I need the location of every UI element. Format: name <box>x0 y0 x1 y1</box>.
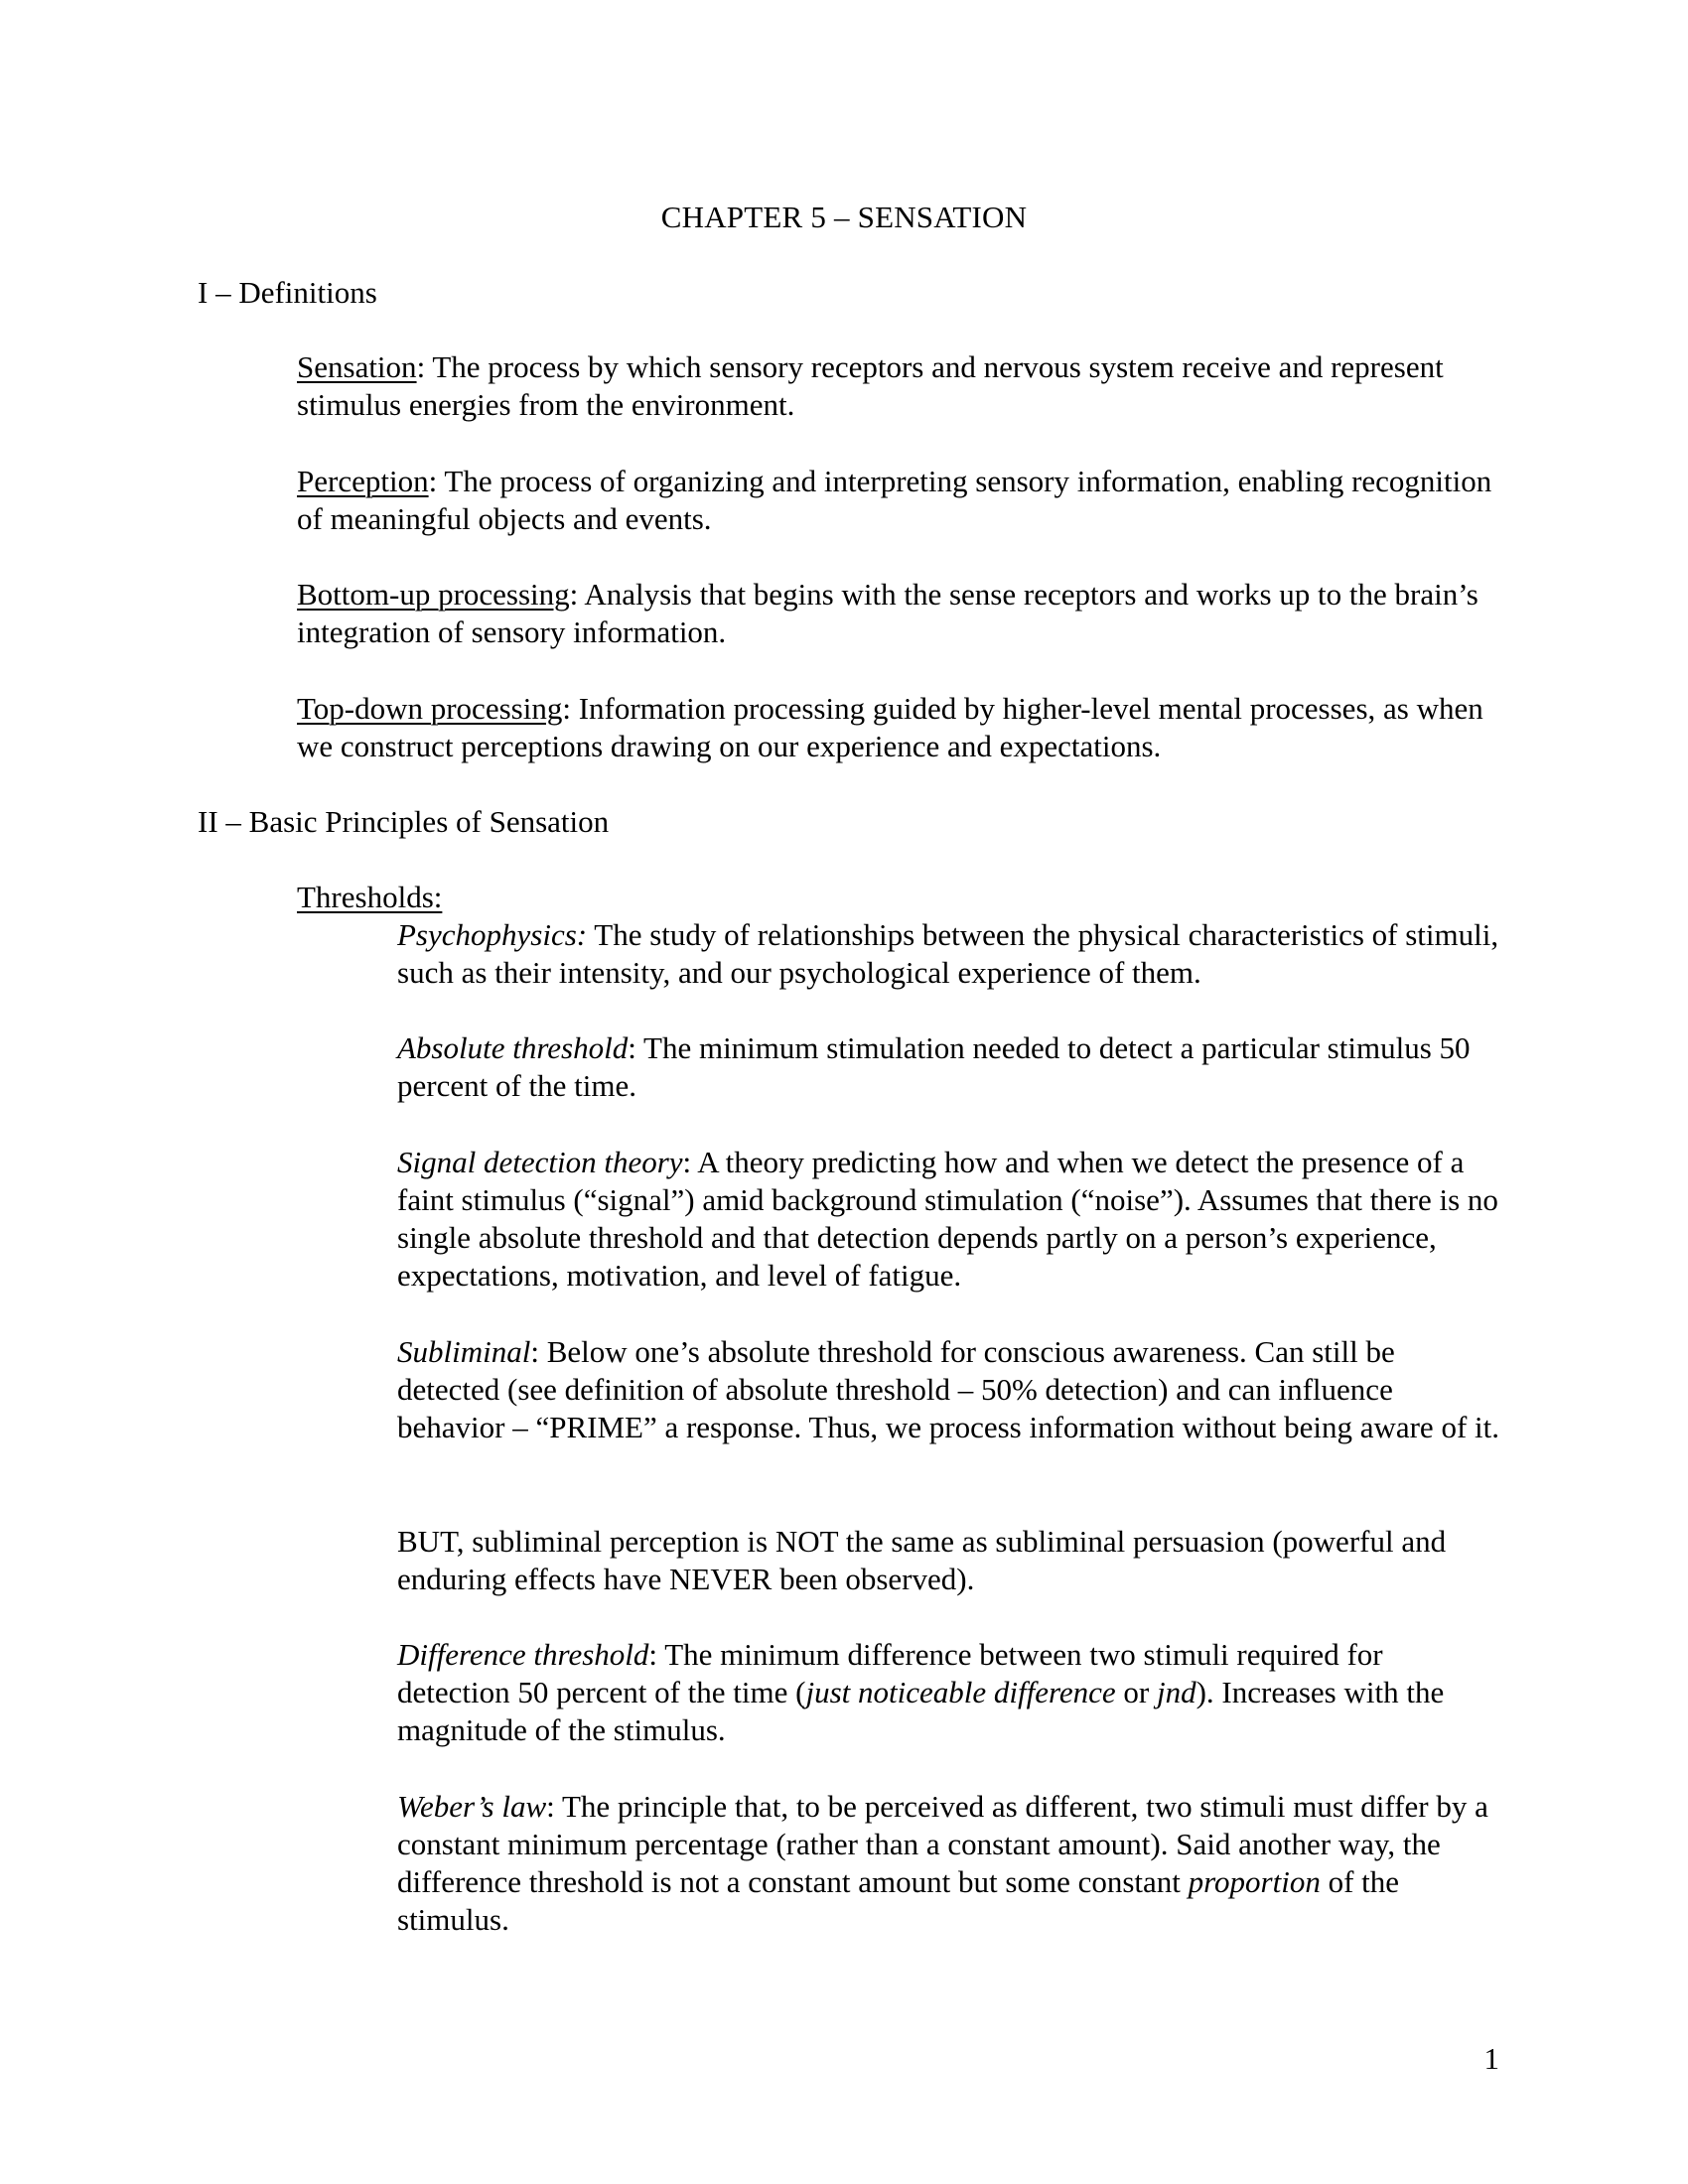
definition-text: : The process by which sensory receptors and nervous system receive and represent stimulus energies from the environment. <box>297 349 1444 422</box>
definition-text: : Information processing guided by higher-level mental processes, as when we construct perceptions drawing on our experience and expectations. <box>297 691 1483 763</box>
definition-subliminal <box>397 1333 1499 1446</box>
term-perception: Perception <box>297 464 429 498</box>
definition-text: : The process of organizing and interpreting sensory information, enabling recognition of meaningful objects and events. <box>297 464 1492 536</box>
term-difference-threshold: Difference threshold <box>397 1637 649 1672</box>
definition-text: : The minimum stimulation needed to detect a particular stimulus 50 percent of the time. <box>397 1030 1471 1103</box>
term-absolute-threshold: Absolute threshold <box>397 1030 629 1065</box>
definition-bottom-up <box>297 576 1498 651</box>
definition-top-down <box>297 690 1498 765</box>
definition-psychophysics <box>397 916 1499 992</box>
term-top-down-processing: Top-down processing <box>297 691 563 726</box>
definition-text: : The principle that, to be perceived as different, two stimuli must differ by a constant minimum percentage (rather than a constant amount). Said another way, the difference threshold is not a constant amount but some constant <box>397 1789 1488 1899</box>
section-heading-definitions: I – Definitions <box>198 275 377 310</box>
definition-absolute-threshold <box>397 1029 1499 1105</box>
page-title: CHAPTER 5 – SENSATION <box>660 200 1028 234</box>
subliminal-persuasion-note: BUT, subliminal perception is NOT the same as subliminal persuasion (powerful and enduring effects have NEVER been observed). <box>397 1524 1447 1596</box>
term-signal-detection-theory: Signal detection theory <box>397 1145 683 1179</box>
term-sensation: Sensation <box>297 349 417 384</box>
thresholds-subheading <box>297 879 1498 916</box>
definition-webers-law <box>397 1788 1499 1939</box>
proportion-emphasis: proportion <box>1188 1864 1321 1899</box>
jnd-full-term: just noticeable difference <box>805 1675 1116 1709</box>
definition-signal-detection-theory <box>397 1144 1499 1295</box>
definition-perception <box>297 463 1498 538</box>
definition-text: ). Increases with the magnitude of the stimulus. <box>397 1675 1445 1747</box>
definition-text: : Below one’s absolute threshold for conscious awareness. Can still be detected (see definition of absolute threshold – 50% detection) and can influence behavior – “PRIME” a response. Thus, we process information without being aware of it. <box>397 1334 1499 1444</box>
definition-text: or <box>1115 1675 1157 1709</box>
definition-sensation <box>297 348 1498 424</box>
definition-text: The study of relationships between the physical characteristics of stimuli, such as their intensity, and our psychological experience of them. <box>397 917 1499 990</box>
term-subliminal: Subliminal <box>397 1334 531 1369</box>
jnd-abbreviation: jnd <box>1156 1675 1196 1709</box>
definition-text: : The minimum difference between two stimuli required for detection 50 percent of the time ( <box>397 1637 1383 1709</box>
term-psychophysics: Psychophysics: <box>397 917 588 952</box>
term-bottom-up-processing: Bottom-up processing <box>297 577 570 612</box>
section-heading-basic-principles: II – Basic Principles of Sensation <box>198 804 610 839</box>
page-number: 1 <box>1483 2041 1499 2076</box>
term-webers-law: Weber’s law <box>397 1789 547 1824</box>
definition-difference-threshold <box>397 1636 1499 1749</box>
definition-text: : Analysis that begins with the sense receptors and works up to the brain’s integration of sensory information. <box>297 577 1478 649</box>
thresholds-label: Thresholds: <box>297 880 443 914</box>
definition-text: of the stimulus. <box>397 1864 1400 1937</box>
definition-text: : A theory predicting how and when we detect the presence of a faint stimulus (“signal”) amid background stimulation (“noise”). Assumes that there is no single absolute threshold and that detection depends partly on a person’s experience, expectations, motivation, and level of fatigue. <box>397 1145 1498 1293</box>
